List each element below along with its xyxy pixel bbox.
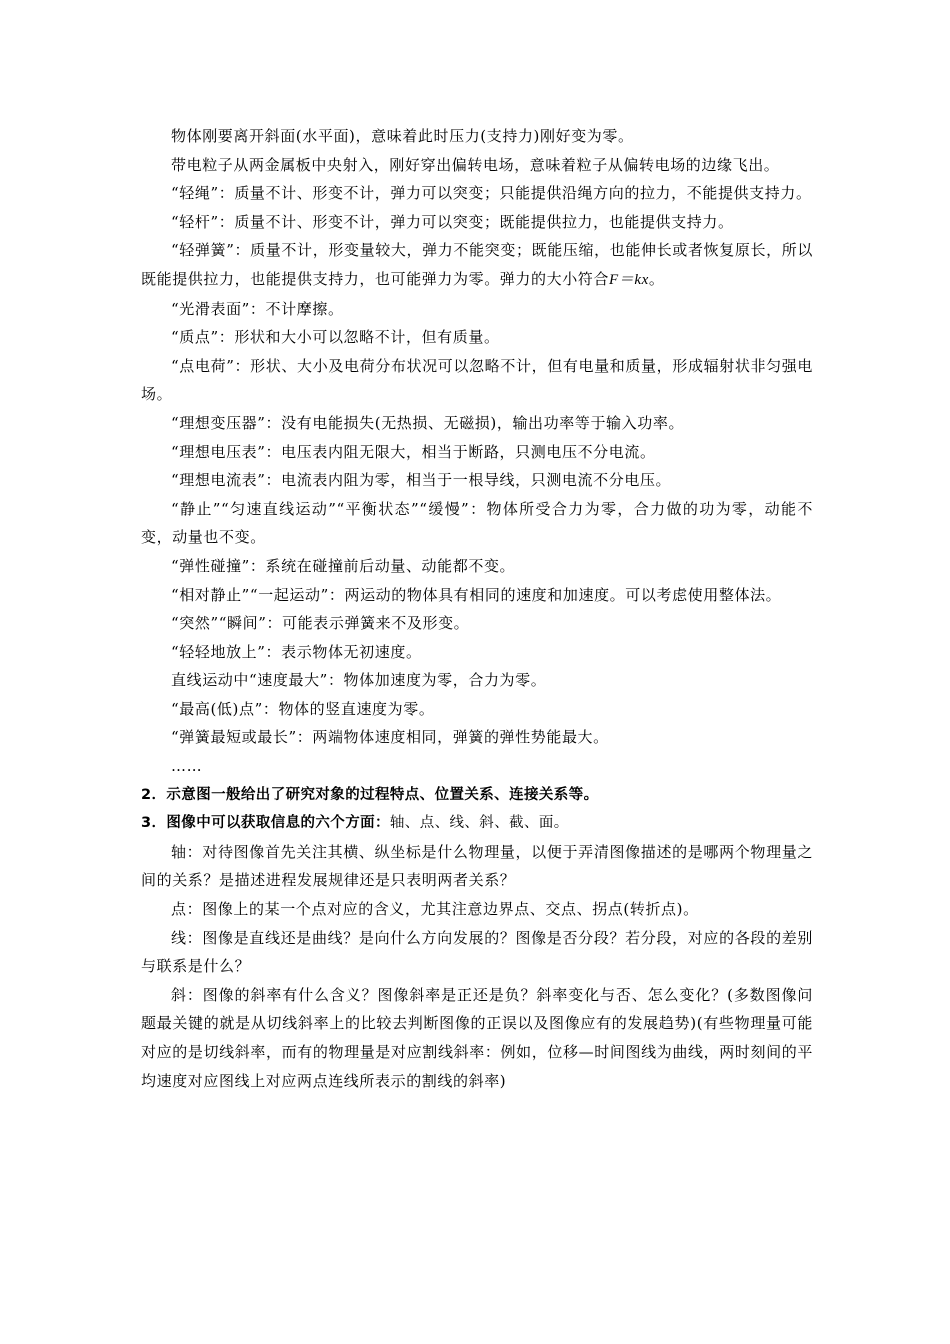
paragraph-sudden: “突然”“瞬间”：可能表示弹簧来不及形变。	[171, 614, 470, 633]
paragraph-slope: 斜：图像的斜率有什么含义？图像斜率是正还是负？斜率变化与否、怎么变化？(多数图像问题最关键的就是从切线斜率上的比较去判断图像的正误以及图像应有的发展趋势)(有些物理量可能对应的是切线斜率，而有的物理量是对应割线斜率：例如，位移—时间图线为曲线，两时刻间的平均速度对应图线上对应两点连线所表示的割线的斜率)	[141, 985, 813, 1090]
paragraph-max-speed: 直线运动中“速度最大”：物体加速度为零，合力为零。	[171, 671, 547, 690]
spring-formula: F＝kx	[609, 271, 649, 288]
paragraph-highest-point: “最高(低)点”：物体的竖直速度为零。	[171, 699, 435, 718]
paragraph-axis: 轴：对待图像首先关注其横、纵坐标是什么物理量，以便于弄清图像描述的是哪两个物理量之间的关系？是描述进程发展规律还是只表明两者关系？	[141, 842, 813, 890]
spring-end: 。	[648, 269, 665, 288]
paragraph-ideal-transformer: “理想变压器”：没有电能损失(无热损、无磁损)，输出功率等于输入功率。	[171, 413, 685, 432]
heading-graph-rest: 轴、点、线、斜、截、面。	[389, 815, 569, 832]
paragraph-ellipsis: ……	[171, 757, 203, 776]
paragraph-light-spring	[141, 236, 813, 294]
paragraph-point-mass: “质点”：形状和大小可以忽略不计，但有质量。	[171, 328, 500, 347]
paragraph-static-balance: “静止”“匀速直线运动”“平衡状态”“缓慢”：物体所受合力为零，合力做的功为零，动能不变，动量也不变。	[141, 499, 813, 547]
paragraph-line: 线：图像是直线还是曲线？是向什么方向发展的？图像是否分段？若分段，对应的各段的差别与联系是什么？	[141, 928, 813, 976]
document-page	[141, 122, 813, 1095]
heading-graph-bold: 3．图像中可以获取信息的六个方面：	[141, 815, 390, 832]
paragraph-leave-incline: 物体刚要离开斜面(水平面)，意味着此时压力(支持力)刚好变为零。	[171, 127, 634, 145]
paragraph-spring-extreme: “弹簧最短或最长”：两端物体速度相同，弹簧的弹性势能最大。	[171, 728, 609, 747]
paragraph-ideal-ammeter: “理想电流表”：电流表内阻为零，相当于一根导线，只测电流不分电压。	[171, 471, 672, 490]
paragraph-point: 点：图像上的某一个点对应的含义，尤其注意边界点、交点、拐点(转折点)。	[171, 900, 699, 919]
heading-diagram: 2．示意图一般给出了研究对象的过程特点、位置关系、连接关系等。	[141, 786, 599, 803]
spring-text: “轻弹簧”：质量不计，形变量较大，弹力不能突变；既能压缩，也能伸长或者恢复原长，所以既能提供拉力，也能提供支持力，也可能弹力为零。弹力的大小符合	[141, 241, 813, 288]
paragraph-elastic-collision: “弹性碰撞”：系统在碰撞前后动量、动能都不变。	[171, 556, 516, 575]
paragraph-light-rope: “轻绳”：质量不计、形变不计，弹力可以突变；只能提供沿绳方向的拉力，不能提供支持力。	[171, 184, 812, 203]
paragraph-gently-placed: “轻轻地放上”：表示物体无初速度。	[171, 642, 422, 661]
paragraph-point-charge: “点电荷”：形状、大小及电荷分布状况可以忽略不计，但有电量和质量，形成辐射状非匀强电场。	[141, 356, 813, 404]
paragraph-ideal-voltmeter: “理想电压表”：电压表内阻无限大，相当于断路，只测电压不分电流。	[171, 442, 656, 461]
paragraph-charged-particle: 带电粒子从两金属板中央射入，刚好穿出偏转电场，意味着粒子从偏转电场的边缘飞出。	[171, 155, 780, 174]
paragraph-smooth-surface: “光滑表面”：不计摩擦。	[171, 299, 344, 318]
heading-graph-info	[141, 809, 813, 838]
paragraph-relative-rest: “相对静止”“一起运动”：两运动的物体具有相同的速度和加速度。可以考虑使用整体法。	[171, 585, 782, 604]
paragraph-light-rod: “轻杆”：质量不计、形变不计，弹力可以突变；既能提供拉力，也能提供支持力。	[171, 212, 734, 231]
